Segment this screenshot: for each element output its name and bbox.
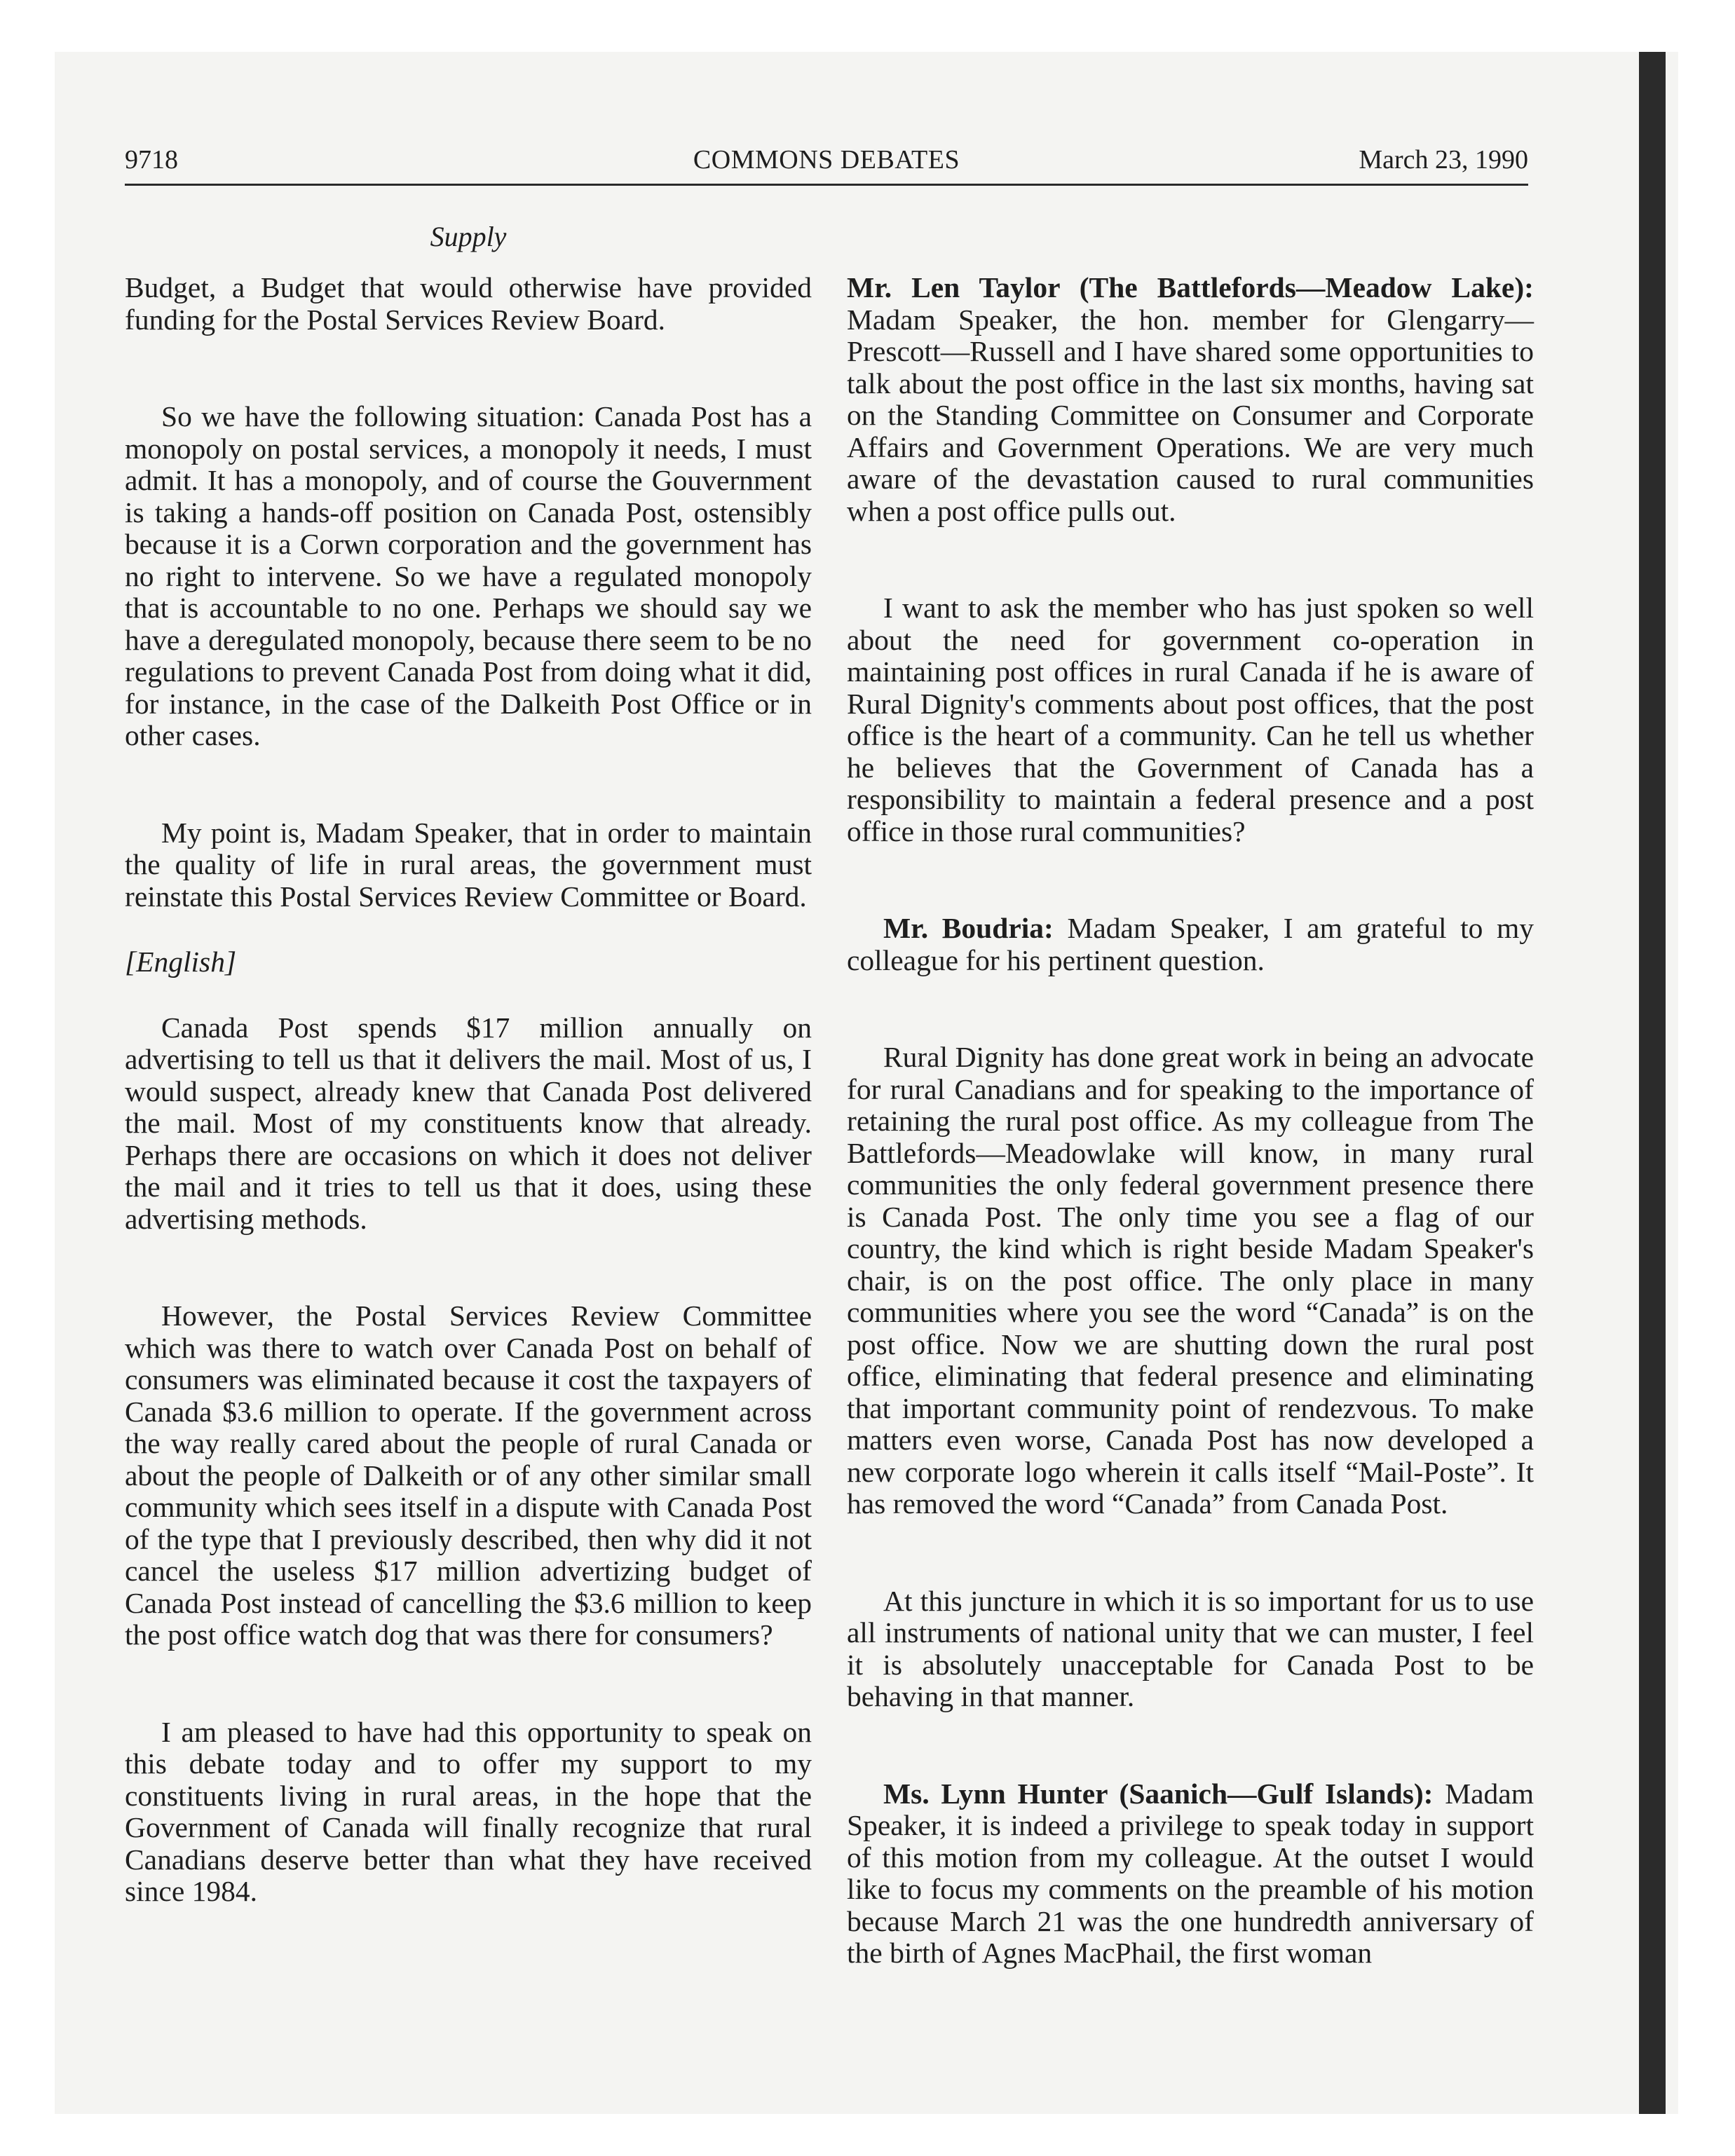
speech-text: Madam Speaker, I am grateful to my colleague for his pertinent question. — [847, 912, 1534, 976]
speaker-name: Mr. Boudria: — [883, 912, 1054, 944]
speech-paragraph — [847, 913, 1534, 976]
paragraph: However, the Postal Services Review Committee which was there to watch over Canada Post on behalf of consumers was eliminated because it cost the taxpayers of Canada $3.6 million to operate. If the government across the way really cared about the people of rural Canada or about the people of Dalkeith or of any other similar small community which sees itself in a dispute with Canada Post of the type that I previously described, then why did it not cancel the useless $17 million advertizing budget of Canada Post instead of cancelling the $3.6 million to keep the post office watch dog that was there for consumers? — [125, 1299, 812, 1651]
language-note: [English] — [125, 946, 237, 978]
left-column — [125, 272, 812, 1908]
paragraph: My point is, Madam Speaker, that in order to maintain the quality of life in rural areas, the government must reinstate this Postal Services Review Committee or Board. — [125, 816, 812, 913]
speech-paragraph — [847, 272, 1534, 527]
speech-paragraph — [847, 1778, 1534, 1970]
journal-title: COMMONS DEBATES — [693, 145, 960, 175]
issue-date: March 23, 1990 — [1359, 145, 1528, 175]
speaker-name: Mr. Len Taylor (The Battlefords—Meadow Lake): — [847, 271, 1534, 303]
paragraph: Rural Dignity has done great work in being an advocate for rural Canadians and for speaking to the importance of retaining the rural post office. As my colleague from The Battlefords—Meadowlake will know, in many rural communities the only federal government presence there is Canada Post. The only time you see a flag of our country, the kind which is right beside Madam Speaker's chair, is on the post office. The only place in many communities where you see the word “Canada” is on the post office. Now we are shutting down the rural post office, eliminating that federal presence and eliminating that important community point of rendezvous. To make matters even worse, Canada Post has now developed a new corporate logo wherein it calls itself “Mail-Poste”. It has removed the word “Canada” from Canada Post. — [847, 1041, 1534, 1520]
paragraph: So we have the following situation: Canada Post has a monopoly on postal services, a monopoly it needs, I must admit. It has a monopoly, and of course the Gouvernment is taking a hands-off position on Canada Post, ostensibly because it is a Corwn corporation and the government has no right to intervene. So we have a regulated monopoly that is accountable to no one. Perhaps we should say we have a deregulated monopoly, because there seem to be no regulations to prevent Canada Post from doing what it did, for instance, in the case of the Dalkeith Post Office or in other cases. — [125, 400, 812, 751]
right-column — [847, 272, 1534, 1970]
paragraph: At this juncture in which it is so important for us to use all instruments of national unity that we can muster, I feel it is absolutely unacceptable for Canada Post to be behaving in that manner. — [847, 1584, 1534, 1712]
page-number: 9718 — [125, 145, 178, 175]
paragraph: Budget, a Budget that would otherwise have provided funding for the Postal Services Review Board. — [125, 271, 812, 336]
speech-text: Madam Speaker, the hon. member for Glengarry—Prescott—Russell and I have shared some opportunities to talk about the post office in the last six months, having sat on the Standing Committee on Consumer and Corporate Affairs and Government Operations. We are very much aware of the devastation caused to rural communities when a post office pulls out. — [847, 303, 1534, 527]
speech-text: Madam Speaker, it is indeed a privilege to speak today in support of this motion from my colleague. At the outset I would like to focus my comments on the preamble of his motion because March 21 was the one hundredth anniversary of the birth of Agnes MacPhail, the first woman — [847, 1777, 1534, 1969]
section-title: Supply — [430, 221, 507, 252]
paragraph: I want to ask the member who has just spoken so well about the need for government co-operation in maintaining post offices in rural Canada if he is aware of Rural Dignity's comments about post offices, that the post office is the heart of a community. Can he tell us whether he believes that the Government of Canada has a responsibility to maintain a federal presence and a post office in those rural communities? — [847, 592, 1534, 847]
running-head — [125, 144, 1528, 181]
paragraph: I am pleased to have had this opportunity to speak on this debate today and to offer my support to my constituents living in rural areas, in the hope that the Government of Canada will finally recognize that rural Canadians deserve better than what they have received since 1984. — [125, 1715, 812, 1907]
header-rule — [125, 184, 1528, 186]
paragraph: Canada Post spends $17 million annually on advertising to tell us that it delivers the mail. Most of us, I would suspect, already knew that Canada Post delivered the mail. Most of my constituents know that already. Perhaps there are occasions on which it does not deliver the mail and it tries to tell us that it does, using these advertising methods. — [125, 1011, 812, 1235]
speaker-name: Ms. Lynn Hunter (Saanich—Gulf Islands): — [883, 1777, 1434, 1810]
scan-edge-bar — [1639, 52, 1666, 2114]
